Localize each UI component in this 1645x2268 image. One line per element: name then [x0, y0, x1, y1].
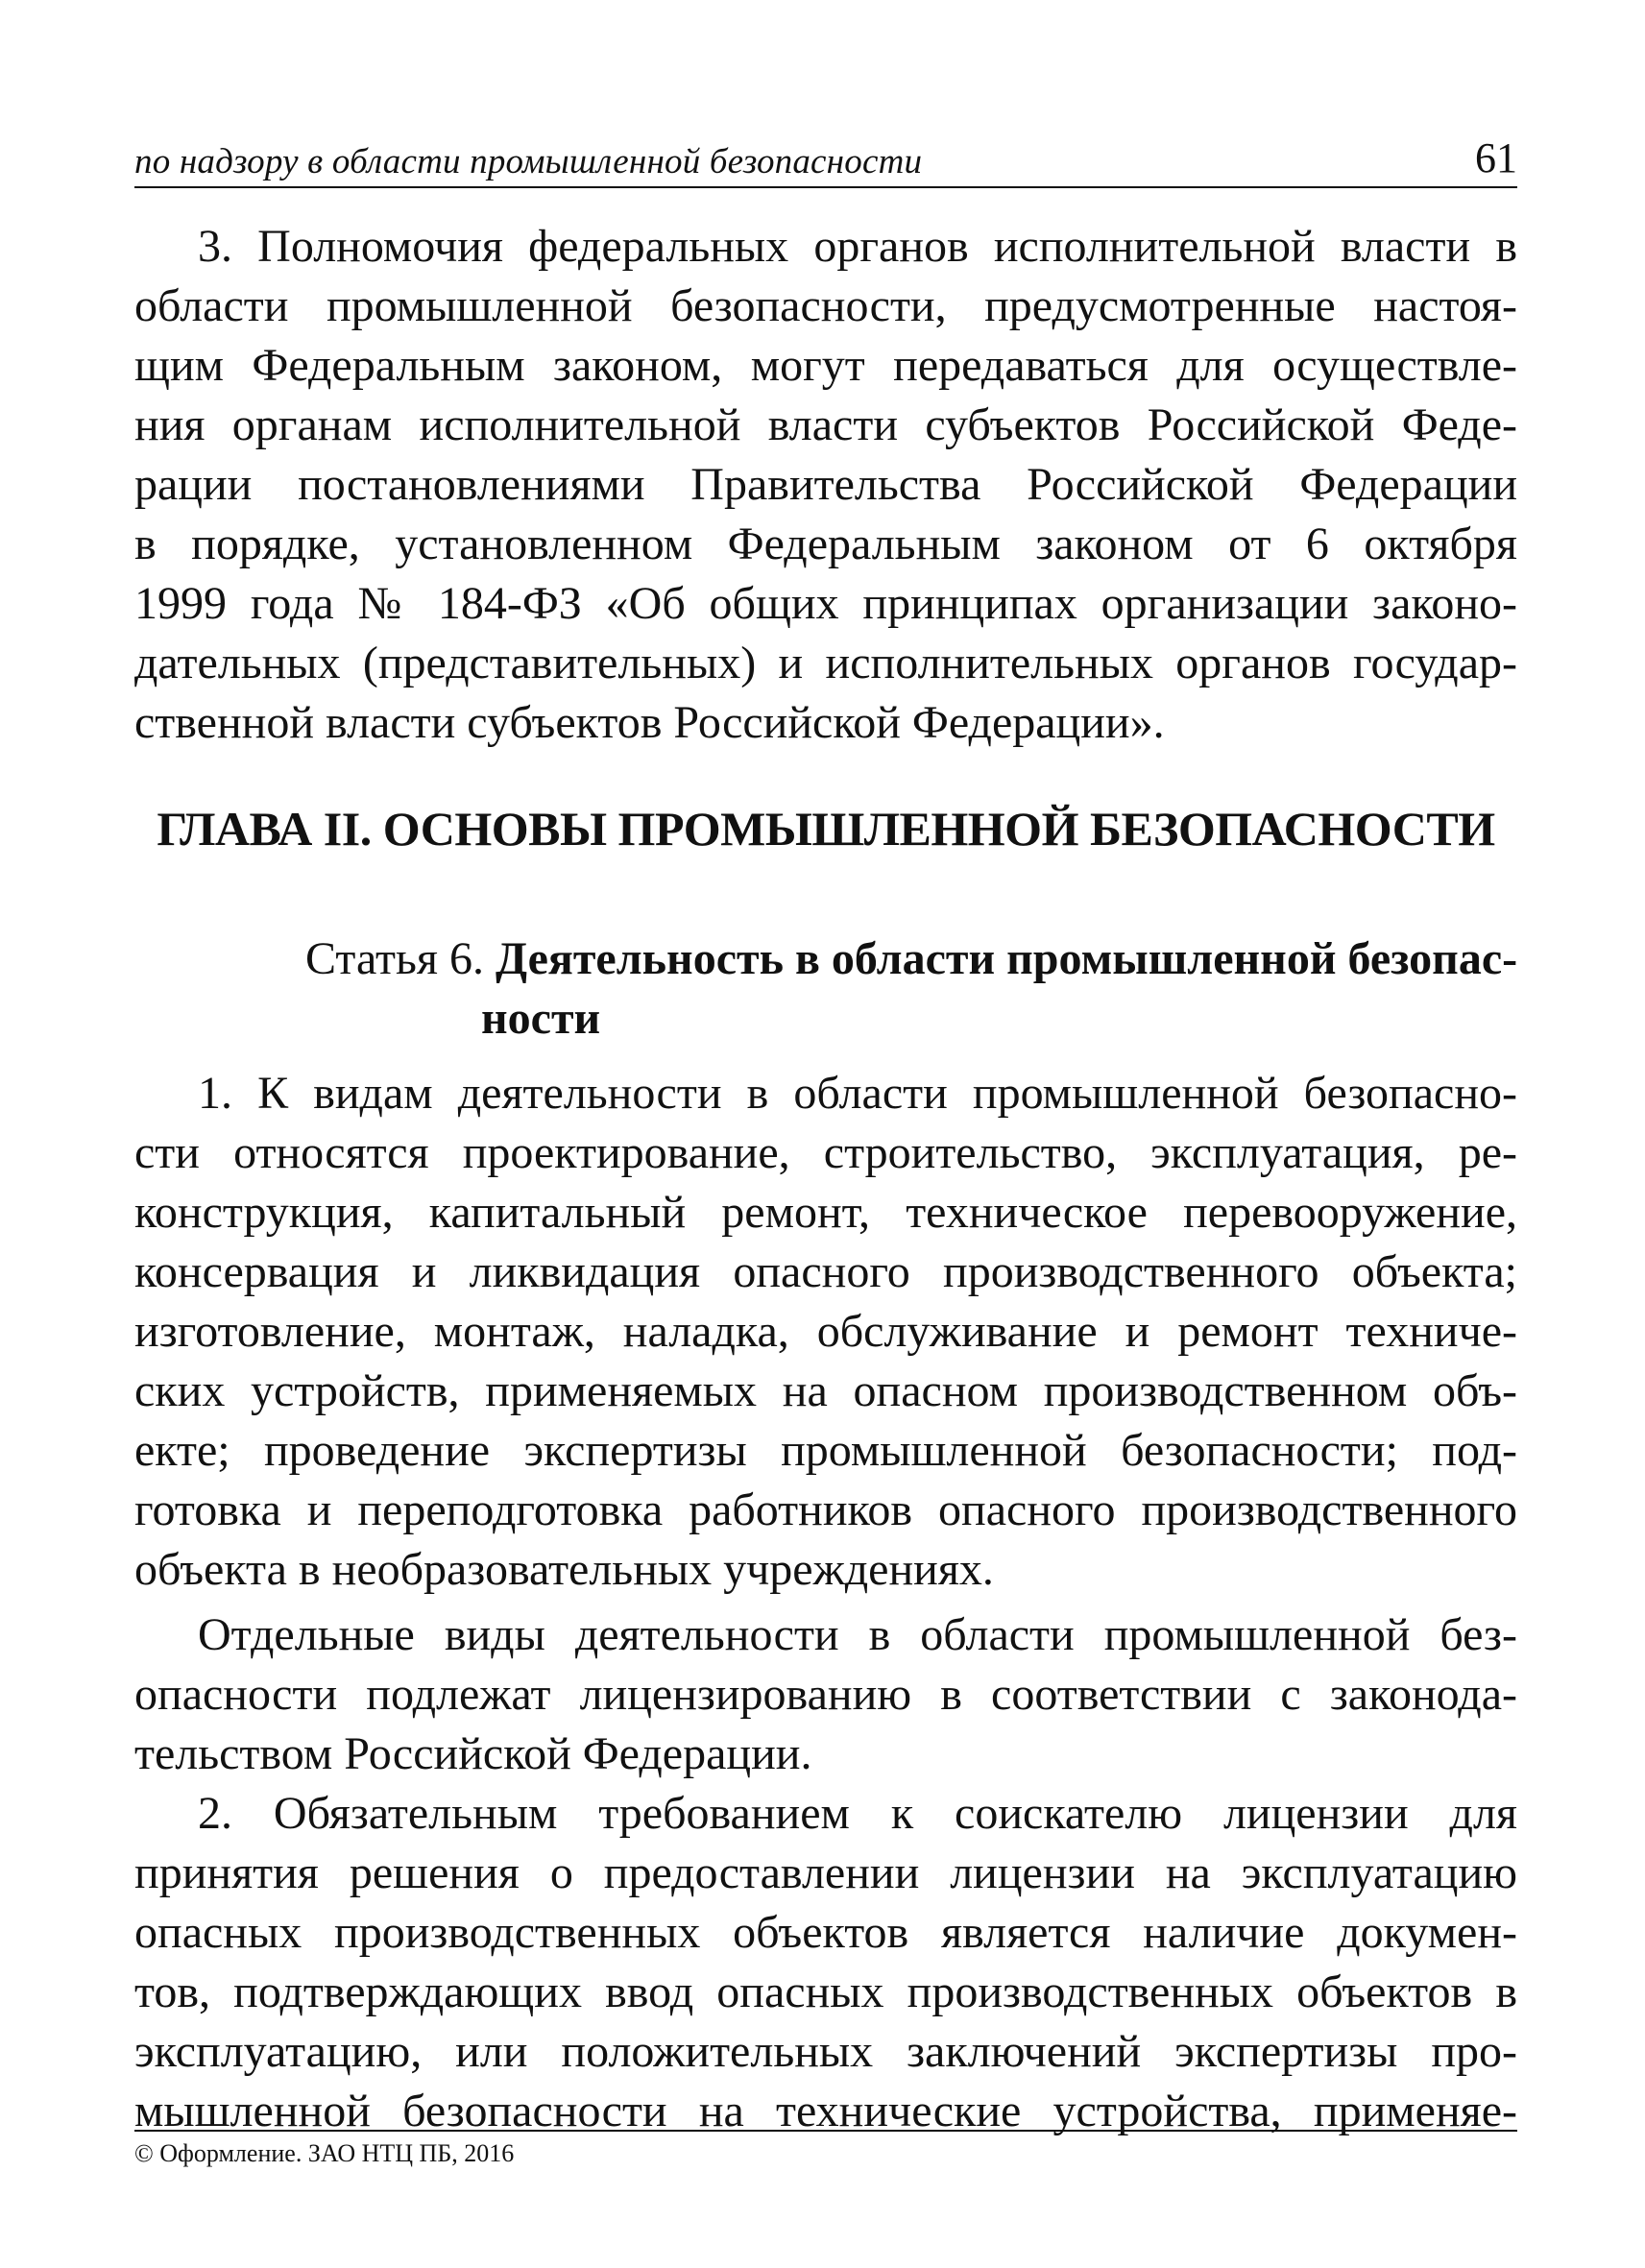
- article-heading-line: [305, 929, 1517, 989]
- text-line: 2. Обязательным требованием к соискателю лицензии для: [198, 1788, 1517, 1839]
- text-line: принятия решения о предоставлении лицензии на эксплуатацию: [134, 1847, 1517, 1898]
- text-line: 1999 года № 184-ФЗ «Об общих принципах организации законо-: [134, 578, 1517, 629]
- text-line: мышленной безопасности на технические устройства, применяе-: [134, 2086, 1517, 2136]
- text-line: конструкция, капитальный ремонт, техническое перевооружение,: [134, 1187, 1517, 1238]
- text-line: 1. К видам деятельности в области промышленной безопасно-: [198, 1068, 1517, 1119]
- text-line: эксплуатацию, или положительных заключений экспертизы про-: [134, 2026, 1517, 2077]
- text-line: щим Федеральным законом, могут передаваться для осуществле-: [134, 340, 1517, 391]
- running-header: [134, 134, 1517, 188]
- text-line: консервация и ликвидация опасного производственного объекта;: [134, 1246, 1517, 1297]
- copyright-notice: © Оформление. ЗАО НТЦ ПБ, 2016: [134, 2139, 515, 2167]
- text-line: Отдельные виды деятельности в области промышленной без-: [198, 1609, 1517, 1660]
- article-label: Статья 6.: [305, 933, 484, 984]
- text-line: 3. Полномочия федеральных органов исполнительной власти в: [198, 221, 1517, 272]
- article-heading: [305, 929, 1517, 1049]
- text-line: готовка и переподготовка работников опасного производственного: [134, 1484, 1517, 1535]
- footer-divider: [134, 2130, 1517, 2132]
- article-title: Деятельность в области промышленной безопас-: [495, 933, 1518, 984]
- text-line: в порядке, установленном Федеральным законом от 6 октября: [134, 519, 1517, 569]
- text-line: области промышленной безопасности, предусмотренные настоя-: [134, 280, 1517, 331]
- text-line: ских устройств, применяемых на опасном производственном объ-: [134, 1365, 1517, 1416]
- text-line: дательных (представительных) и исполнительных органов государ-: [134, 638, 1517, 688]
- text-line: опасности подлежат лицензированию в соответствии с законода-: [134, 1669, 1517, 1720]
- text-line: изготовление, монтаж, наладка, обслуживание и ремонт техниче-: [134, 1306, 1517, 1357]
- running-title: по надзору в области промышленной безопасности: [134, 142, 923, 181]
- text-line: сти относятся проектирование, строительство, эксплуатация, ре-: [134, 1127, 1517, 1178]
- paragraph-licensing: [134, 1605, 1517, 1784]
- text-line: рации постановлениями Правительства Российской Федерации: [134, 459, 1517, 510]
- text-line: тов, подтверждающих ввод опасных производственных объектов в: [134, 1966, 1517, 2017]
- text-line: тельством Российской Федерации.: [134, 1728, 812, 1779]
- text-line: екте; проведение экспертизы промышленной безопасности; под-: [134, 1425, 1517, 1476]
- paragraph-3: [134, 217, 1517, 753]
- text-line: объекта в необразовательных учреждениях.: [134, 1544, 994, 1595]
- paragraph-6-1: [134, 1064, 1517, 1600]
- text-line: ния органам исполнительной власти субъектов Российской Феде-: [134, 399, 1517, 450]
- paragraph-6-2: [134, 1784, 1517, 2141]
- article-title-continuation: ности: [481, 993, 601, 1044]
- text-line: ственной власти субъектов Российской Федерации».: [134, 697, 1165, 748]
- page-number: 61: [1475, 134, 1517, 181]
- chapter-title: ГЛАВА II. ОСНОВЫ ПРОМЫШЛЕННОЙ БЕЗОПАСНОСТИ: [157, 802, 1495, 856]
- text-line: опасных производственных объектов является наличие докумен-: [134, 1907, 1517, 1958]
